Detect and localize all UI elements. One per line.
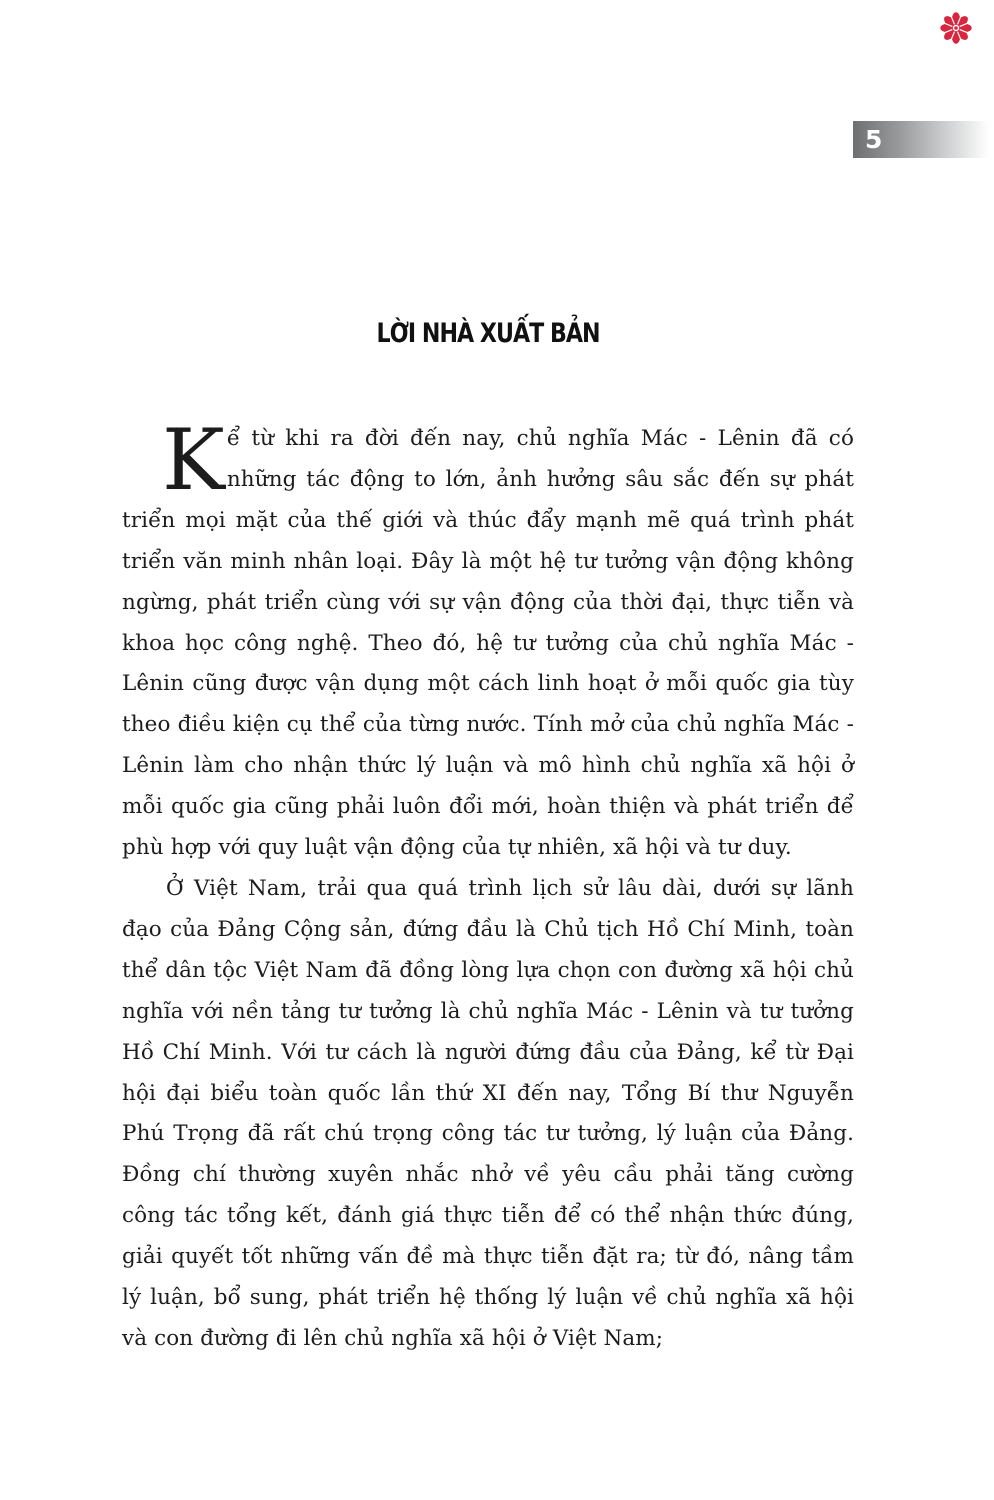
flower-logo-icon <box>940 12 972 44</box>
paragraph-1-text: ể từ khi ra đời đến nay, chủ nghĩa Mác - Lênin đã có những tác động to lớn, ảnh hưởng sâu sắc đến sự phát triển mọi mặt của thế giới và thúc đẩy mạnh mẽ quá trình phát triển văn minh nhân loại. Đây là một hệ tư tưởng vận động không ngừng, phát triển cùng với sự vận động của thời đại, thực tiễn và khoa học công nghệ. Theo đó, hệ tư tưởng của chủ nghĩa Mác - Lênin cũng được vận dụng một cách linh hoạt ở mỗi quốc gia tùy theo điều kiện cụ thể của từng nước. Tính mở của chủ nghĩa Mác - Lênin làm cho nhận thức lý luận và mô hình chủ nghĩa xã hội ở mỗi quốc gia cũng phải luôn đổi mới, hoàn thiện và phát triển để phù hợp với quy luật vận động của tự nhiên, xã hội và tư duy. <box>122 426 854 861</box>
paragraph-1 <box>122 411 854 869</box>
paragraph-2-text: Ở Việt Nam, trải qua quá trình lịch sử lâu dài, dưới sự lãnh đạo của Đảng Cộng sản, đứng đầu là Chủ tịch Hồ Chí Minh, toàn thể dân tộc Việt Nam đã đồng lòng lựa chọn con đường xã hội chủ nghĩa với nền tảng tư tưởng là chủ nghĩa Mác - Lênin và tư tưởng Hồ Chí Minh. Với tư cách là người đứng đầu của Đảng, kể từ Đại hội đại biểu toàn quốc lần thứ XI đến nay, Tổng Bí thư Nguyễn Phú Trọng đã rất chú trọng công tác tư tưởng, lý luận của Đảng. Đồng chí thường xuyên nhắc nhở về yêu cầu phải tăng cường công tác tổng kết, đánh giá thực tiễn để có thể nhận thức đúng, giải quyết tốt những vấn đề mà thực tiễn đặt ra; từ đó, nâng tầm lý luận, bổ sung, phát triển hệ thống lý luận về chủ nghĩa xã hội và con đường đi lên chủ nghĩa xã hội ở Việt Nam; <box>122 875 854 1351</box>
paragraph-2 <box>122 869 854 1360</box>
drop-cap: K <box>162 411 225 509</box>
page-number: 5 <box>865 125 883 154</box>
body-text <box>122 411 854 1360</box>
chapter-title: LỜI NHÀ XUẤT BẢN <box>376 318 600 349</box>
page-number-tab <box>853 121 989 158</box>
